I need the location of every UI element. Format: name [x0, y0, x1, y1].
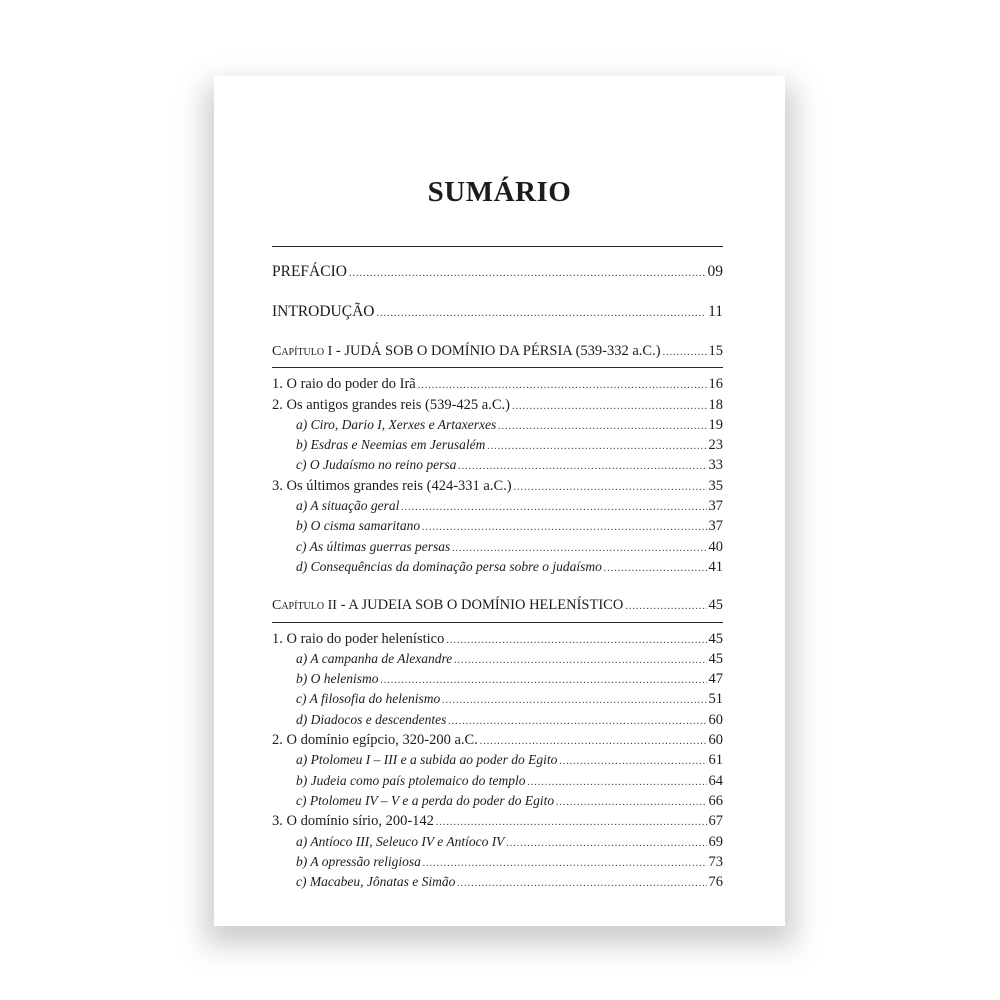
dot-leader: [498, 417, 706, 437]
chapter-number: Capítulo II: [272, 598, 337, 614]
toc-page-number: 37: [708, 498, 723, 515]
toc-entry-label: 3. O domínio sírio, 200-142: [272, 813, 434, 830]
toc-page-number: 76: [708, 874, 723, 891]
toc-subentry[interactable]: [272, 852, 723, 872]
toc-entry-label: b) O cisma samaritano: [296, 518, 421, 534]
toc-page-number: 73: [708, 853, 723, 870]
dot-leader: [418, 376, 707, 396]
toc-entry-label: a) A situação geral: [296, 498, 400, 514]
toc-subentry[interactable]: [272, 516, 723, 536]
toc-subentry[interactable]: [272, 557, 723, 577]
toc-page-number: 51: [708, 691, 723, 708]
toc-page-number: 66: [708, 792, 723, 809]
toc-page-number: 37: [708, 518, 723, 535]
toc-entry-label: c) O Judaísmo no reino persa: [296, 457, 457, 473]
toc-chapter-label: [272, 341, 661, 362]
toc-subentry[interactable]: [272, 496, 723, 516]
chapter-number: Capítulo I: [272, 344, 333, 359]
toc-page-number: 45: [708, 650, 723, 667]
toc-entry-label: a) Antíoco III, Seleuco IV e Antíoco IV: [296, 833, 505, 849]
dot-leader: [349, 263, 706, 285]
toc-subentry[interactable]: [272, 689, 723, 709]
toc-page-number: 64: [708, 772, 723, 789]
toc-page-number: 67: [708, 813, 723, 830]
toc-page-number: 15: [708, 343, 723, 359]
dot-leader: [422, 518, 706, 538]
toc-entry-label: d) Diadocos e descendentes: [296, 711, 447, 727]
toc-subentry[interactable]: [272, 832, 723, 852]
toc-entry[interactable]: [272, 476, 723, 496]
dot-leader: [458, 457, 706, 477]
toc-subentry[interactable]: [272, 435, 723, 455]
toc-page-number: 47: [708, 671, 723, 688]
toc-entry-label: b) Esdras e Neemias em Jerusalém: [296, 437, 486, 453]
toc-page-number: 35: [708, 477, 723, 494]
toc-page-number: 60: [708, 711, 723, 728]
table-of-contents: [272, 246, 723, 892]
toc-page-number: 41: [708, 558, 723, 575]
toc-subentry[interactable]: [272, 537, 723, 557]
toc-entry-label: 2. Os antigos grandes reis (539-425 a.C.): [272, 396, 510, 413]
toc-entry-label: 1. O raio do poder helenístico: [272, 630, 445, 647]
toc-entry[interactable]: [272, 811, 723, 831]
toc-entry[interactable]: [272, 629, 723, 649]
toc-entry-label: PREFÁCIO: [272, 263, 347, 280]
toc-subentry[interactable]: [272, 669, 723, 689]
toc-chapter-label: [272, 595, 623, 616]
toc-page-number: 45: [708, 597, 723, 614]
page-title: SUMÁRIO: [427, 176, 572, 208]
dot-leader: [559, 752, 706, 772]
toc-entry-label: c) A filosofia do helenismo: [296, 691, 441, 707]
toc-chapter-heading[interactable]: [272, 341, 723, 361]
toc-subentry[interactable]: [272, 455, 723, 475]
toc-entry-label: a) A campanha de Alexandre: [296, 650, 453, 666]
dot-leader: [448, 712, 706, 732]
toc-subentry[interactable]: [272, 872, 723, 892]
toc-page-number: 45: [708, 630, 723, 647]
toc-page-number: 16: [708, 376, 723, 393]
toc-subentry[interactable]: [272, 415, 723, 435]
dot-leader: [423, 854, 707, 874]
book-page: [214, 76, 785, 926]
dot-leader: [604, 559, 707, 579]
dot-leader: [446, 631, 706, 651]
toc-entry-label: b) Judeia como país ptolemaico do templo: [296, 772, 526, 788]
toc-chapter-heading[interactable]: [272, 595, 723, 615]
dot-leader: [436, 813, 707, 833]
toc-entry-label: a) Ciro, Dario I, Xerxes e Artaxerxes: [296, 416, 497, 432]
toc-page-number: 23: [708, 437, 723, 454]
dot-leader: [380, 671, 706, 691]
toc-page-number: 61: [708, 752, 723, 769]
dot-leader: [514, 478, 707, 498]
toc-entry-label: b) A opressão religiosa: [296, 853, 421, 869]
dot-leader: [625, 597, 706, 617]
toc-subentry[interactable]: [272, 771, 723, 791]
toc-page-number: 60: [708, 732, 723, 749]
toc-page-number: 18: [708, 396, 723, 413]
toc-subentry[interactable]: [272, 791, 723, 811]
toc-entry-label: c) As últimas guerras persas: [296, 538, 451, 554]
toc-entry[interactable]: [272, 730, 723, 750]
toc-entry-label: c) Macabeu, Jônatas e Simão: [296, 874, 456, 890]
toc-entry-label: b) O helenismo: [296, 671, 379, 687]
toc-entry-label: INTRODUÇÃO: [272, 303, 375, 320]
dot-leader: [452, 539, 706, 559]
dot-leader: [663, 343, 707, 363]
toc-entry-label: 2. O domínio egípcio, 320-200 a.C.: [272, 732, 478, 749]
toc-entry-label: c) Ptolomeu IV – V e a perda do poder do Egito: [296, 792, 555, 808]
dot-leader: [487, 437, 706, 457]
dot-leader: [506, 834, 706, 854]
chapter-title: - A JUDEIA SOB O DOMÍNIO HELENÍSTICO: [336, 597, 624, 614]
toc-page-number: 33: [708, 457, 723, 474]
dot-leader: [442, 691, 706, 711]
toc-entry-introducao[interactable]: [272, 301, 723, 323]
toc-page-number: 11: [708, 303, 723, 320]
toc-page-number: 09: [707, 263, 723, 280]
dot-leader: [457, 874, 706, 894]
dot-leader: [454, 651, 706, 671]
toc-subentry[interactable]: [272, 649, 723, 669]
dot-leader: [480, 732, 707, 752]
toc-entry-label: 1. O raio do poder do Irã: [272, 376, 416, 393]
toc-subentry[interactable]: [272, 710, 723, 730]
dot-leader: [512, 397, 707, 417]
toc-entry-label: a) Ptolomeu I – III e a subida ao poder do Egito: [296, 752, 558, 768]
toc-page-number: 19: [708, 416, 723, 433]
dot-leader: [527, 773, 706, 793]
toc-entry[interactable]: [272, 374, 723, 394]
toc-entry-label: d) Consequências da dominação persa sobre o judaísmo: [296, 558, 602, 574]
dot-leader: [401, 498, 706, 518]
toc-page-number: 69: [708, 833, 723, 850]
toc-subentry[interactable]: [272, 750, 723, 770]
dot-leader: [376, 303, 706, 325]
toc-page-number: 40: [708, 538, 723, 555]
toc-entry[interactable]: [272, 395, 723, 415]
dot-leader: [556, 793, 706, 813]
toc-entry-label: 3. Os últimos grandes reis (424-331 a.C.): [272, 477, 512, 494]
chapter-title: - JUDÁ SOB O DOMÍNIO DA PÉRSIA (539-332 a.C.): [332, 343, 661, 359]
toc-entry-prefacio[interactable]: [272, 261, 723, 283]
